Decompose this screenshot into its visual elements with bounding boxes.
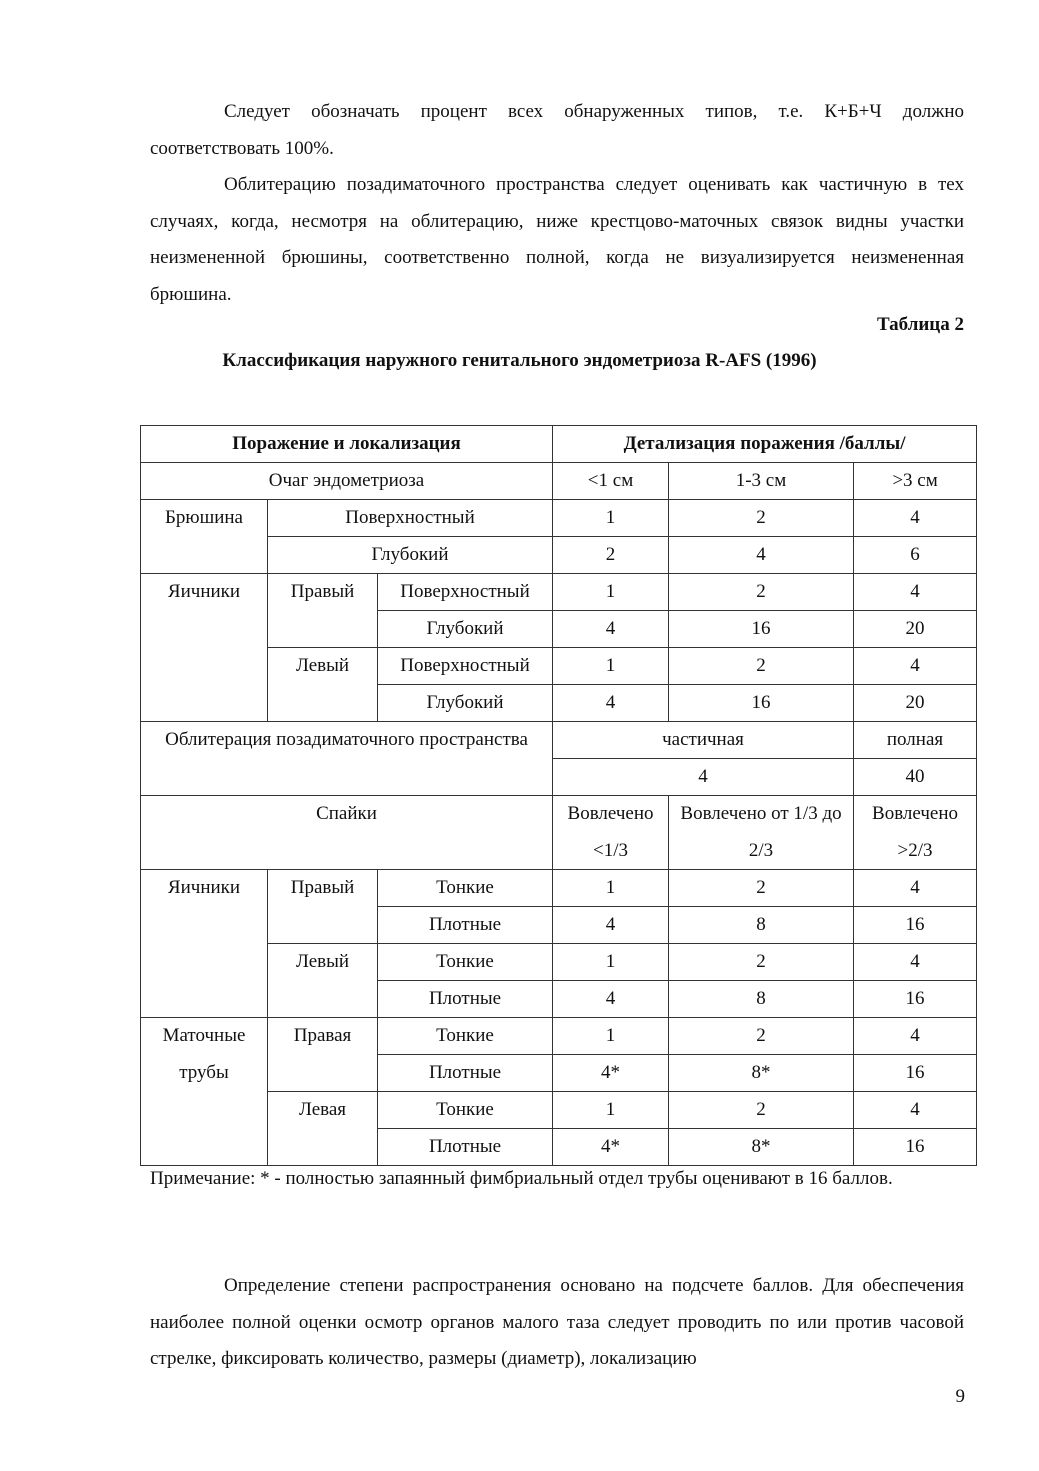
adhesion-type: Тонкие (378, 870, 553, 907)
score-cell: 20 (854, 611, 977, 648)
score-cell: 2 (669, 870, 854, 907)
score-cell: 4* (553, 1055, 669, 1092)
table-row (141, 1018, 977, 1055)
side-right: Правая (268, 1018, 378, 1092)
score-cell: 4 (854, 944, 977, 981)
adhesion-type: Плотные (378, 1129, 553, 1166)
score-cell: 16 (854, 981, 977, 1018)
focus-label: Очаг эндометриоза (141, 463, 553, 500)
lesion-type: Глубокий (378, 685, 553, 722)
score-cell: 4 (553, 685, 669, 722)
lesion-type: Поверхностный (268, 500, 553, 537)
table-row (141, 722, 977, 759)
paragraph-percent-types: Следует обозначать процент всех обнаруженных типов, т.е. К+Б+Ч должно соответствовать 100%. (150, 101, 964, 159)
adhesion-type: Тонкие (378, 1018, 553, 1055)
score-cell: 2 (669, 944, 854, 981)
peritoneum-label: Брюшина (141, 500, 268, 574)
table-title: Классификация наружного генитального эндометриоза R-AFS (1996) (222, 350, 817, 371)
adhesion-type: Тонкие (378, 944, 553, 981)
table-row (141, 500, 977, 537)
score-cell: 2 (553, 537, 669, 574)
paragraph-scoring: Определение степени распространения основано на подсчете баллов. Для обеспечения наиболее полной оценки осмотр органов малого таза следует проводить по или против часовой стрелке, фиксировать количество, размеры (диаметр), локализацию (150, 1275, 964, 1369)
score-cell: 1 (553, 1018, 669, 1055)
size-col-large: >3 см (854, 463, 977, 500)
score-cell: 16 (854, 1129, 977, 1166)
score-cell: 4 (854, 1018, 977, 1055)
score-cell: 1 (553, 1092, 669, 1129)
lesion-type: Глубокий (268, 537, 553, 574)
score-cell: 40 (854, 759, 977, 796)
score-cell: 4 (669, 537, 854, 574)
score-cell: 8 (669, 981, 854, 1018)
score-cell: 1 (553, 574, 669, 611)
table-row (141, 574, 977, 611)
score-cell: 8* (669, 1129, 854, 1166)
obliteration-label: Облитерация позадиматочного пространства (141, 722, 553, 796)
score-cell: 4 (553, 759, 854, 796)
adh-ovaries-label: Яичники (141, 870, 268, 1018)
lesion-type: Глубокий (378, 611, 553, 648)
score-cell: 4 (553, 611, 669, 648)
score-cell: 16 (669, 611, 854, 648)
header-lesion-localization: Поражение и локализация (141, 426, 553, 463)
adhesion-type: Плотные (378, 1055, 553, 1092)
size-col-small: <1 см (553, 463, 669, 500)
score-cell: 1 (553, 500, 669, 537)
adhesion-col: Вовлечено от 1/3 до 2/3 (669, 796, 854, 870)
score-cell: 8 (669, 907, 854, 944)
adhesion-type: Плотные (378, 907, 553, 944)
ovaries-label: Яичники (141, 574, 268, 722)
side-left: Левый (268, 648, 378, 722)
score-cell: 4 (854, 870, 977, 907)
score-cell: 4 (854, 648, 977, 685)
side-right: Правый (268, 574, 378, 648)
score-cell: 2 (669, 500, 854, 537)
adhesion-col: Вовлечено >2/3 (854, 796, 977, 870)
score-cell: 2 (669, 1018, 854, 1055)
tubes-label: Маточные трубы (141, 1018, 268, 1166)
adhesion-type: Плотные (378, 981, 553, 1018)
score-cell: 6 (854, 537, 977, 574)
size-col-medium: 1-3 см (669, 463, 854, 500)
score-cell: 1 (553, 648, 669, 685)
score-cell: 4 (553, 981, 669, 1018)
score-cell: 4 (854, 500, 977, 537)
side-left: Левая (268, 1092, 378, 1166)
score-cell: 8* (669, 1055, 854, 1092)
score-cell: 4* (553, 1129, 669, 1166)
adhesions-label: Спайки (141, 796, 553, 870)
score-cell: 2 (669, 1092, 854, 1129)
score-cell: 20 (854, 685, 977, 722)
side-right: Правый (268, 870, 378, 944)
score-cell: 1 (553, 870, 669, 907)
table-number: Таблица 2 (876, 314, 964, 335)
lesion-type: Поверхностный (378, 574, 553, 611)
obliteration-partial: частичная (553, 722, 854, 759)
score-cell: 1 (553, 944, 669, 981)
score-cell: 4 (854, 1092, 977, 1129)
score-cell: 16 (854, 1055, 977, 1092)
adhesion-type: Тонкие (378, 1092, 553, 1129)
table-row (141, 463, 977, 500)
classification-table (140, 425, 977, 1166)
score-cell: 2 (669, 648, 854, 685)
table-header-row (141, 426, 977, 463)
score-cell: 16 (854, 907, 977, 944)
header-lesion-detail: Детализация поражения /баллы/ (553, 426, 977, 463)
table-row (141, 870, 977, 907)
paragraph-obliteration: Облитерацию позадиматочного пространства следует оценивать как частичную в тех случаях, когда, несмотря на облитерацию, ниже крестцово-маточных связок видны участки неизмененной брюшины, соответственно полной, когда не визуализируется неизмененная брюшина. (150, 174, 964, 305)
table-row (141, 796, 977, 870)
score-cell: 4 (854, 574, 977, 611)
score-cell: 2 (669, 574, 854, 611)
score-cell: 16 (669, 685, 854, 722)
side-left: Левый (268, 944, 378, 1018)
lesion-type: Поверхностный (378, 648, 553, 685)
table-note: Примечание: * - полностью запаянный фимбриальный отдел трубы оценивают в 16 баллов. (150, 1168, 893, 1189)
page-number: 9 (955, 1386, 965, 1407)
score-cell: 4 (553, 907, 669, 944)
obliteration-full: полная (854, 722, 977, 759)
adhesion-col: Вовлечено <1/3 (553, 796, 669, 870)
